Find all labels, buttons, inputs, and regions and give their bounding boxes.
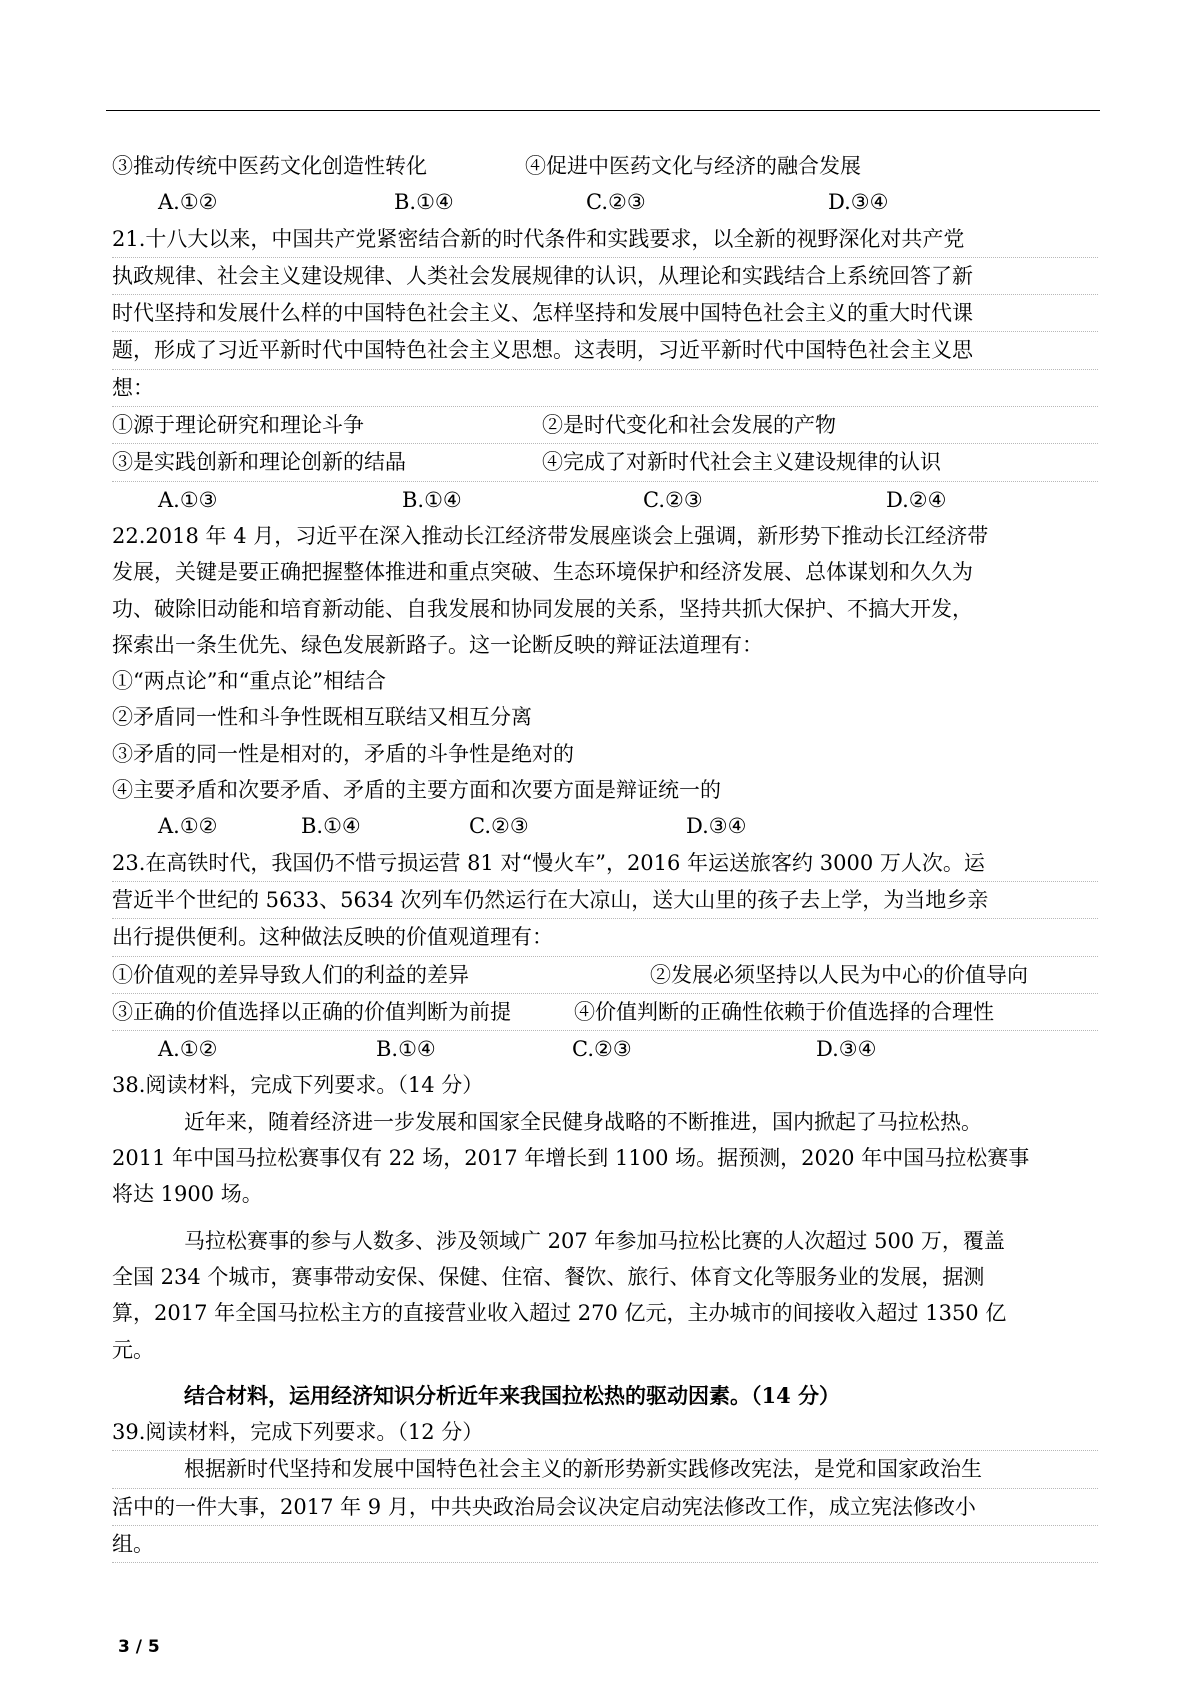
q20-item-3: ③推动传统中医药文化创造性转化: [112, 154, 427, 178]
q22-stem-line: 22.2018 年 4 月，习近平在深入推动长江经济带发展座谈会上强调，新形势下推动长江经济带: [112, 523, 989, 548]
q20-item-4: ④促进中医药文化与经济的融合发展: [525, 154, 861, 178]
q20-option-c: C.②③: [586, 190, 646, 215]
q23-items-row: [112, 957, 1098, 994]
q21-stem-line: 题，形成了习近平新时代中国特色社会主义思想。这表明，习近平新时代中国特色社会主义思: [112, 332, 1098, 369]
q38-title: 38.阅读材料，完成下列要求。（14 分）: [112, 1073, 484, 1098]
q21-stem-line: 21.十八大以来，中国共产党紧密结合新的时代条件和实践要求，以全新的视野深化对共产党: [112, 221, 1098, 258]
q22-option-d: D.③④: [686, 814, 747, 839]
q22-item-3: ③矛盾的同一性是相对的，矛盾的斗争性是绝对的: [112, 741, 574, 766]
q38-para2-line: 算，2017 年全国马拉松主方的直接营业收入超过 270 亿元，主办城市的间接收入超过 1350 亿: [112, 1301, 1007, 1326]
page-number: 3 / 5: [118, 1637, 160, 1657]
q22-item-4: ④主要矛盾和次要矛盾、矛盾的主要方面和次要方面是辩证统一的: [112, 778, 721, 803]
q23-stem-line: 出行提供便利。这种做法反映的价值观道理有：: [112, 919, 1098, 956]
q22-stem-line: 发展，关键是要正确把握整体推进和重点突破、生态环境保护和经济发展、总体谋划和久久为: [112, 560, 973, 585]
q22-stem-line: 功、破除旧动能和培育新动能、自我发展和协同发展的关系，坚持共抓大保护、不搞大开发，: [112, 596, 973, 621]
q23-option-c: C.②③: [572, 1037, 632, 1062]
document-body: [112, 148, 1098, 1563]
q21-stem-line: 时代坚持和发展什么样的中国特色社会主义、怎样坚持和发展中国特色社会主义的重大时代课: [112, 295, 1098, 332]
q21-items-row: [112, 444, 1098, 481]
q23-stem-line: 营近半个世纪的 5633、5634 次列车仍然运行在大凉山，送大山里的孩子去上学，为当地乡亲: [112, 882, 1098, 919]
q22-option-c: C.②③: [469, 814, 529, 839]
q21-item-1: ①源于理论研究和理论斗争: [112, 413, 364, 438]
q21-options: [112, 482, 1098, 518]
q22-item-1: ①“两点论”和“重点论”相结合: [112, 669, 386, 694]
q22-stem-line: 探索出一条生优先、绿色发展新路子。这一论断反映的辩证法道理有：: [112, 632, 763, 657]
q21-item-2: ②是时代变化和社会发展的产物: [542, 413, 836, 438]
q20-option-a: A.①②: [158, 190, 218, 215]
q38-para2-line: 元。: [112, 1337, 154, 1362]
q23-option-d: D.③④: [816, 1037, 877, 1062]
q22-option-b: B.①④: [301, 814, 361, 839]
q39-title: 39.阅读材料，完成下列要求。（12 分）: [112, 1414, 1098, 1451]
q20-items-row: [112, 148, 1098, 184]
q21-item-3: ③是实践创新和理论创新的结晶: [112, 450, 406, 475]
q38-para1-line: 近年来，随着经济进一步发展和国家全民健身战略的不断推进，国内掀起了马拉松热。: [184, 1109, 982, 1134]
q38-para1-line: 将达 1900 场。: [112, 1182, 263, 1207]
q23-item-1: ①价值观的差异导致人们的利益的差异: [112, 962, 469, 987]
header-rule: [106, 110, 1100, 111]
q22-options: [112, 808, 1098, 844]
q39-para1-line: 组。: [112, 1526, 1098, 1563]
q23-options: [112, 1031, 1098, 1067]
q21-option-d: D.②④: [886, 487, 947, 512]
q20-option-d: D.③④: [828, 190, 889, 215]
q39-para1-line: 根据新时代坚持和发展中国特色社会主义的新形势新实践修改宪法，是党和国家政治生: [112, 1451, 1098, 1488]
q22-option-a: A.①②: [158, 814, 218, 839]
q23-option-b: B.①④: [376, 1037, 436, 1062]
q38-para2-line: 马拉松赛事的参与人数多、涉及领域广 207 年参加马拉松比赛的人次超过 500 万，覆盖: [184, 1228, 1005, 1253]
q21-option-c: C.②③: [643, 487, 703, 512]
q20-options: [112, 184, 1098, 220]
q23-item-4: ④价值判断的正确性依赖于价值选择的合理性: [574, 999, 994, 1024]
q23-stem-line: 23.在高铁时代，我国仍不惜亏损运营 81 对“慢火车”，2016 年运送旅客约 3000 万人次。运: [112, 845, 1098, 882]
q21-stem-line: 执政规律、社会主义建设规律、人类社会发展规律的认识，从理论和实践结合上系统回答了新: [112, 258, 1098, 295]
q22-item-2: ②矛盾同一性和斗争性既相互联结又相互分离: [112, 705, 532, 730]
q23-item-2: ②发展必须坚持以人民为中心的价值导向: [650, 962, 1028, 987]
q38-para2-line: 全国 234 个城市，赛事带动安保、保健、住宿、餐饮、旅行、体育文化等服务业的发展，据测: [112, 1264, 985, 1289]
q38-para1-line: 2011 年中国马拉松赛事仅有 22 场，2017 年增长到 1100 场。据预测，2020 年中国马拉松赛事: [112, 1146, 1030, 1171]
q21-items-row: [112, 407, 1098, 444]
q23-option-a: A.①②: [158, 1037, 218, 1062]
q21-stem-line: 想：: [112, 370, 1098, 407]
q38-question: 结合材料，运用经济知识分析近年来我国拉松热的驱动因素。（14 分）: [184, 1382, 841, 1408]
q21-option-a: A.①③: [158, 487, 218, 512]
q21-item-4: ④完成了对新时代社会主义建设规律的认识: [542, 450, 941, 475]
q20-option-b: B.①④: [394, 190, 454, 215]
q23-item-3: ③正确的价值选择以正确的价值判断为前提: [112, 999, 511, 1024]
q21-option-b: B.①④: [402, 487, 462, 512]
q23-items-row: [112, 994, 1098, 1031]
q39-para1-line: 活中的一件大事，2017 年 9 月，中共央政治局会议决定启动宪法修改工作，成立宪法修改小: [112, 1489, 1098, 1526]
